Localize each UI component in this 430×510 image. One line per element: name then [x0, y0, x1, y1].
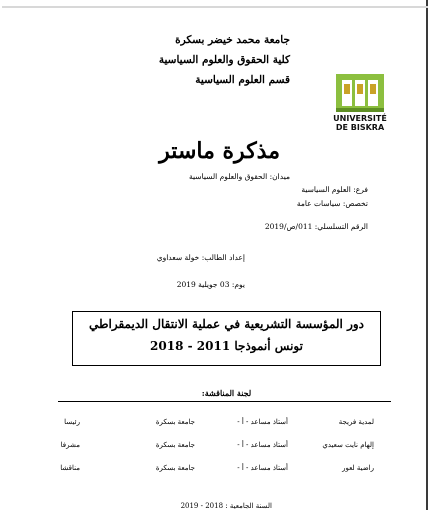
member-role: مناقشا [60, 464, 80, 472]
committee-row [0, 418, 430, 432]
branch-line: فرع: العلوم السياسية [301, 185, 368, 194]
committee-row [0, 441, 430, 455]
member-rank: أستاذ مساعد - أ - [237, 441, 288, 449]
page-top-shadow [2, 6, 428, 8]
logo-line-2: DE BISKRA [335, 123, 385, 132]
committee-divider [58, 401, 391, 402]
member-role: رئيسا [64, 418, 80, 426]
prepared-by: إعداد الطالب: خولة سعداوي [156, 253, 245, 262]
committee-heading: لجنة المناقشة: [201, 388, 252, 398]
member-university: جامعة بسكرة [155, 464, 195, 472]
department-name: قسم العلوم السياسية [195, 74, 290, 86]
member-name: راضية لعور [342, 464, 374, 472]
institution-header [159, 30, 290, 90]
committee-row [0, 464, 430, 478]
member-rank: أستاذ مساعد - أ - [237, 418, 288, 426]
thesis-title-box [72, 311, 381, 366]
member-university: جامعة بسكرة [155, 418, 195, 426]
thesis-title-line-1: دور المؤسسة التشريعية في عملية الانتقال الديمقراطي [88, 317, 365, 331]
memo-title: مذكرة ماستر [159, 138, 280, 164]
defense-date: يوم: 03 جويلية 2019 [176, 280, 245, 289]
specialization-line: تخصص: سياسات عامة [296, 199, 368, 208]
logo-wordmark [318, 114, 402, 132]
member-university: جامعة بسكرة [155, 441, 195, 449]
academic-year: السنة الجامعية : 2018 - 2019 [180, 502, 272, 510]
serial-number: الرقم التسلسلي: 011/ص/2019 [264, 222, 368, 231]
member-role: مشرفا [60, 441, 80, 449]
member-rank: أستاذ مساعد - أ - [237, 464, 288, 472]
thesis-title-line-2: تونس أنموذجا 2011 - 2018 [150, 339, 303, 353]
member-name: لمدية فريجة [338, 418, 374, 426]
logo-line-1: UNIVERSITÉ [333, 114, 387, 123]
field-line: ميدان: الحقوق والعلوم السياسية [189, 172, 290, 181]
university-name: جامعة محمد خيضر بسكرة [175, 34, 290, 46]
member-name: إلهام نايت سعيدي [322, 441, 374, 449]
faculty-name: كلية الحقوق والعلوم السياسية [158, 54, 290, 66]
